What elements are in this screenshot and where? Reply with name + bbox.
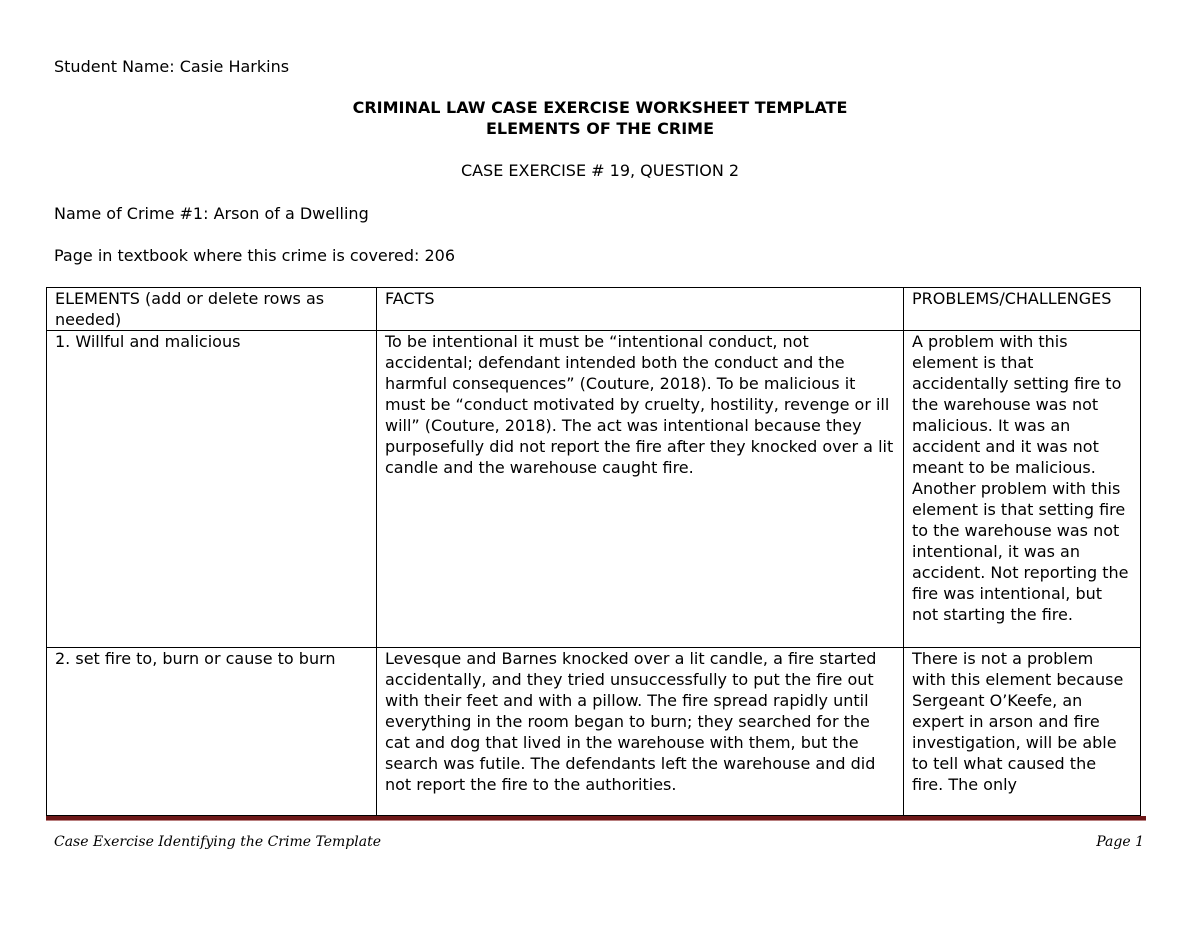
- elements-table: [46, 287, 1141, 816]
- element-text: 2. set fire to, burn or cause to burn: [55, 649, 336, 668]
- table-row: [47, 331, 1141, 648]
- textbook-page: Page in textbook where this crime is covered: 206: [54, 246, 456, 265]
- footer-document-title: Case Exercise Identifying the Crime Template: [54, 834, 381, 850]
- case-exercise-heading: CASE EXERCISE # 19, QUESTION 2: [460, 161, 740, 180]
- problems-text: There is not a problem with this element because Sergeant O’Keefe, an expert in arson and fire investigation, will be able to tell what caused the fire. The only: [912, 649, 1124, 794]
- student-name: Student Name: Casie Harkins: [54, 57, 290, 76]
- element-cell: [47, 648, 377, 816]
- table-row: [47, 648, 1141, 816]
- facts-text: Levesque and Barnes knocked over a lit candle, a fire started accidentally, and they tried unsuccessfully to put the fire out with their feet and with a pillow. The fire spread rapidly until everything in the room began to burn; they searched for the cat and dog that lived in the warehouse with them, but the search was futile. The defendants left the warehouse and did not report the fire to the authorities.: [385, 649, 877, 794]
- header-facts: FACTS: [377, 288, 904, 331]
- facts-cell: [377, 648, 904, 816]
- title-line-2: ELEMENTS OF THE CRIME: [485, 119, 715, 138]
- footer-page-number: Page 1: [1096, 834, 1144, 850]
- problems-cell: A problem with this element is that accidentally setting fire to the warehouse was not malicious. It was an accident and it was not meant to be malicious. Another problem with this element is that setting fire to the warehouse was not intentional, it was an accident. Not reporting the fire was intentional, but not starting the fire.: [904, 331, 1141, 648]
- problems-cell: [904, 648, 1141, 816]
- element-cell: 1. Willful and malicious: [47, 331, 377, 648]
- footer-divider: [46, 816, 1146, 821]
- header-elements: ELEMENTS (add or delete rows as needed): [47, 288, 377, 331]
- title-line-1: CRIMINAL LAW CASE EXERCISE WORKSHEET TEMPLATE: [352, 98, 848, 117]
- worksheet-title: [0, 97, 1200, 139]
- header-problems: PROBLEMS/CHALLENGES: [904, 288, 1141, 331]
- table-header-row: [47, 288, 1141, 331]
- crime-name: Name of Crime #1: Arson of a Dwelling: [54, 204, 369, 223]
- facts-cell: To be intentional it must be “intentional conduct, not accidental; defendant intended both the conduct and the harmful consequences” (Couture, 2018). To be malicious it must be “conduct motivated by cruelty, hostility, revenge or ill will” (Couture, 2018). The act was intentional because they purposefully did not report the fire after they knocked over a lit candle and the warehouse caught fire.: [377, 331, 904, 648]
